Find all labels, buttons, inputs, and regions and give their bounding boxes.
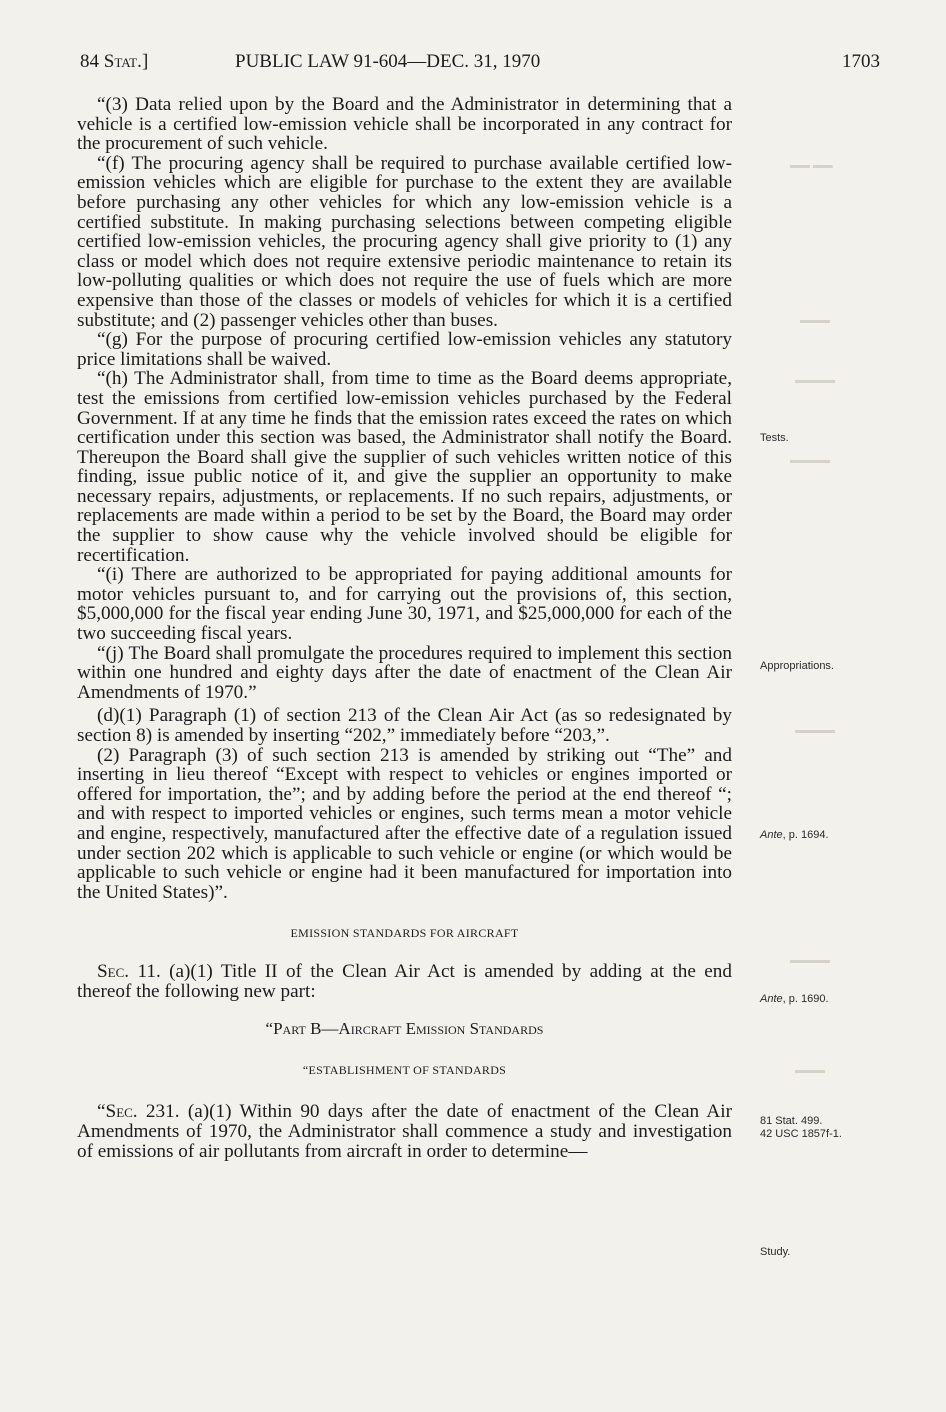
section-label: “Sec.: [97, 1101, 138, 1123]
bleed-through-mark: ▬▬▬▬: [790, 455, 830, 466]
page-number: 1703: [842, 51, 880, 72]
statute-body: [77, 95, 732, 1161]
paragraph-d2: (2) Paragraph (3) of such section 213 is amended by striking out “The” and inserting in lieu thereof “Except with respect to vehicles or engines imported or offered for importation, the”; and by adding before the period at the end thereof “; and with respect to imported vehicles or engines, such terms mean a motor vehicle and engine, respectively, manufactured after the effective date of a regulation issued under section 202 which is applicable to such vehicle or engine (or which would be applicable to such vehicle or engine had it been manufactured for importation into the United States)”.: [77, 744, 732, 903]
page-title: PUBLIC LAW 91-604—DEC. 31, 1970: [235, 51, 541, 72]
section-231-paragraph: [77, 1102, 732, 1161]
section-231-text: 231. (a)(1) Within 90 days after the date of enactment of the Clean Air Amendments of 1970, the Administrator shall commence a study and investigation of emissions of air pollutants from aircraft in order to determine—: [77, 1101, 732, 1162]
paragraph-d1: (d)(1) Paragraph (1) of section 213 of the Clean Air Act (as so redesignated by section 8) is amended by inserting “202,” immediately before “203,”.: [77, 705, 732, 746]
volume-reference: 84 Stat.: [80, 51, 142, 72]
section-heading-aircraft: EMISSION STANDARDS FOR AIRCRAFT: [290, 926, 519, 941]
section-label: Sec.: [97, 960, 130, 982]
margin-note-ante-1694: Ante, p. 1694.: [760, 829, 829, 841]
margin-note-ante-1690: Ante, p. 1690.: [760, 993, 829, 1005]
margin-note-statute-citation: [760, 1115, 842, 1141]
bleed-through-mark: ▬▬▬▬: [795, 725, 835, 736]
section-11-text: 11. (a)(1) Title II of the Clean Air Act is amended by adding at the end thereof the following new part:: [77, 960, 732, 1002]
page-header: [80, 51, 880, 77]
margin-note-study: Study.: [760, 1246, 791, 1258]
margin-note-appropriations: Appropriations.: [760, 660, 834, 672]
bleed-through-mark: ▬▬▬▬: [790, 955, 830, 966]
margin-note-tests: Tests.: [760, 432, 789, 444]
paragraph-i: “(i) There are authorized to be appropriated for paying additional amounts for motor vehicles pursuant to, and for carrying out the provisions of, this section, $5,000,000 for the fiscal year ending June 30, 1971, and $25,000,000 for each of the two succeeding fiscal years.: [77, 564, 732, 645]
bracket-glyph: ]: [142, 51, 149, 72]
part-b-heading: “Part B—Aircraft Emission Standards: [265, 1019, 544, 1039]
bleed-through-mark: ▬▬ ▬▬: [790, 160, 833, 171]
usc-reference: 42 USC 1857f-1.: [760, 1128, 842, 1140]
bleed-through-mark: ▬▬▬: [800, 315, 830, 326]
establishment-heading: “ESTABLISHMENT OF STANDARDS: [302, 1062, 507, 1077]
paragraph-h: “(h) The Administrator shall, from time to time as the Board deems appropriate, test the emissions from certified low-emission vehicles purchased by the Federal Government. If at any time he finds that the emission rates exceed the rates on which certification under this section was based, the Administrator shall notify the Board. Thereupon the Board shall give the supplier of such vehicles written notice of this finding, issue public notice of it, and give the supplier an opportunity to make necessary repairs, adjustments, or replacements. If no such repairs, adjustments, or replacements are made within a period to be set by the Board, the Board may order the supplier to show cause why the vehicle involved should be eligible for recertification.: [77, 368, 732, 566]
paragraph-j: “(j) The Board shall promulgate the procedures required to implement this section within one hundred and eighty days after the date of enactment of the Clean Air Amendments of 1970.”: [77, 642, 732, 703]
stat-reference: 81 Stat. 499.: [760, 1115, 823, 1127]
bleed-through-mark: ▬▬▬▬: [795, 375, 835, 386]
paragraph-f: “(f) The procuring agency shall be required to purchase available certified low-emission vehicles which are eligible for purchase to the extent they are available before purchasing any other vehicles for which any low-emission vehicle is a certified substitute. In making purchasing selections between competing eligible certified low-emission vehicles, the procuring agency shall give priority to (1) any class or model which does not require extensive periodic maintenance to retain its low-polluting qualities or which does not require the use of fuels which are more expensive than those of the classes or models of vehicles for which it is a certified substitute; and (2) passenger vehicles other than buses.: [77, 152, 732, 331]
paragraph-g: “(g) For the purpose of procuring certified low-emission vehicles any statutory price limitations shall be waived.: [77, 329, 732, 370]
bleed-through-mark: ▬▬▬: [795, 1065, 825, 1076]
paragraph-e3: “(3) Data relied upon by the Board and the Administrator in determining that a vehicle is a certified low-emission vehicle shall be incorporated in any contract for the procurement of such vehicle.: [77, 94, 732, 155]
section-11-paragraph: [77, 962, 732, 1001]
